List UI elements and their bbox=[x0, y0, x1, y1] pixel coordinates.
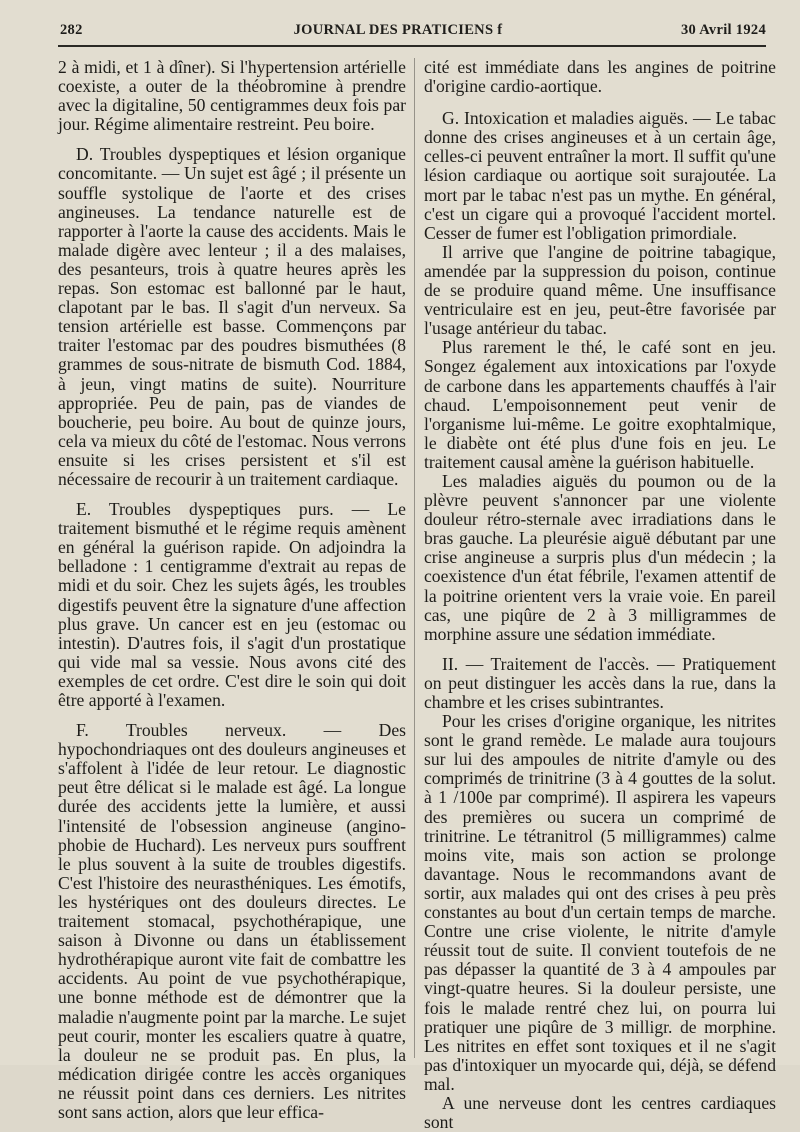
column-divider bbox=[414, 58, 415, 1058]
paragraph: G. Intoxication et maladies aiguës. — Le tabac donne des crises angineuses et à un certain âge, celles-ci peuvent entraîner la mort. Il suffit qu'une lésion cardiaque ou aortique soit surajoutée. La mort par le tabac n'est pas un mythe. En général, c'est un cigare qui a provoqué l'accident mortel. Cesser de fumer est l'obligation primordiale. bbox=[424, 108, 776, 243]
right-column bbox=[424, 58, 776, 1132]
paragraph: Pour les crises d'origine organique, les nitrites sont le grand remède. Le malade aura toujours sur lui des ampoules de nitrite d'amyle ou des comprimés de trinitrine (3 à 4 gouttes de la solut. à 1 /100e par comprimé). Il aspirera les vapeurs des premières ou sucera un comprimé de trinitrine. Le tétranitrol (5 milligrammes) calme moins vite, mais son action se prolonge davantage. Nous le recommandons avant de sortir, aux malades qui ont des crises à peu près constantes au bout d'un certain temps de marche. Contre une crise violente, le nitrite d'amyle réussit tout de suite. Il convient toutefois de ne pas dépasser la quantité de 3 à 4 ampoules par vingt-quatre heures. Si la douleur persiste, une fois le malade rentré chez lui, on pourra lui pratiquer une piqûre de 3 milligr. de morphine. Les nitrites en effet sont toxiques et il ne s'agit pas d'intoxiquer un myocarde qui, déjà, se défend mal. bbox=[424, 711, 776, 1094]
paragraph: A une nerveuse dont les centres cardiaques sont bbox=[424, 1092, 776, 1132]
left-column bbox=[58, 58, 406, 1122]
paragraph: D. Troubles dyspeptiques et lésion organique concomitante. — Un sujet est âgé ; il présente un souffle systolique de l'aorte et des crises angineuses. La tendance naturelle est de rapporter à l'aorte la cause des accidents. Mais le malade digère avec lenteur ; il a des malaises, des pesanteurs, trois à quatre heures après les repas. Son estomac est ballonné par le haut, clapotant par le bas. Il s'agit d'un nerveux. Sa tension artérielle est basse. Commençons par traiter l'estomac par des poudres bismuthées (8 grammes de sous-nitrate de bismuth Cod. 1884, à jeun, vingt matins de suite). Nourriture appropriée. Peu de pain, pas de viandes de boucherie, peu boire. Au bout de quinze jours, cela va mieux du côté de l'estomac. Nous verrons ensuite si les crises persistent et s'il est nécessaire de recourir à un traitement cardiaque. bbox=[58, 144, 406, 489]
running-header bbox=[30, 22, 766, 44]
paragraph: Les maladies aiguës du poumon ou de la plèvre peuvent s'annoncer par une violente douleur rétro-sternale avec irradiations dans le bras gauche. La pleurésie aiguë débutant par une crise angineuse a surpris plus d'un médecin ; la coexistence d'un état fébrile, l'examen attentif de la poitrine orientent vers la vraie voie. En pareil cas, une piqûre de 2 à 3 milligrammes de morphine assure une sédation immédiate. bbox=[424, 470, 776, 644]
paragraph: II. — Traitement de l'accès. — Pratiquement on peut distinguer les accès dans la rue, dans la chambre et les crises subintrantes. bbox=[424, 653, 776, 712]
paragraph: cité est immédiate dans les angines de poitrine d'origine cardio-aortique. bbox=[424, 57, 776, 97]
page-number: 282 bbox=[60, 22, 83, 38]
paragraph: Il arrive que l'angine de poitrine tabagique, amendée par la suppression du poison, continue de se produire quand même. Une insuffisance ventriculaire est en jeu, peut-être favorisée par l'usage antérieur du tabac. bbox=[424, 241, 776, 339]
paragraph: E. Troubles dyspeptiques purs. — Le traitement bismuthé et le régime requis amènent en général la guérison rapide. On adjoindra la belladone : 1 centigramme d'extrait au repas de midi et du soir. Chez les sujets âgés, les troubles digestifs peuvent être la signature d'une affection plus grave. Un cancer est en jeu (estomac ou intestin). D'autres fois, il s'agit d'un prostatique qui vide mal sa vessie. Nous avons cité des exemples de cet ordre. C'est dire le soin qui doit être apporté à l'examen. bbox=[58, 499, 406, 710]
paragraph: 2 à midi, et 1 à dîner). Si l'hypertension artérielle coexiste, a outer de la théobromine à prendre avec la digitaline, 50 centigrammes deux fois par jour. Régime alimentaire restreint. Peu boire. bbox=[58, 57, 406, 135]
journal-title: JOURNAL DES PRATICIENS f bbox=[293, 22, 503, 38]
paragraph: F. Troubles nerveux. — Des hypochondriaques ont des douleurs angineuses et s'affolent à l'idée de leur retour. Le diagnostic peut être délicat si le malade est âgé. La longue durée des accidents jette la lumière, et aussi l'intensité de l'obsession angineuse (angino-phobie de Huchard). Les nerveux purs souffrent le plus souvent à la suite de troubles digestifs. C'est l'histoire des neurasthéniques. Les émotifs, les hystériques ont des douleurs directes. Le traitement stomacal, psychothérapique, une saison à Divonne ou dans un établissement hydrothérapique auront vite fait de combattre les accidents. Au point de vue psychothérapique, une bonne méthode est de démontrer que la maladie n'augmente point par la marche. Le sujet peut courir, monter les escaliers quatre à quatre, la douleur ne se produit pas. En plus, la médication dirigée contre les accès organiques ne réussit point dans ces derniers. Les nitrites sont sans action, alors que leur effica- bbox=[58, 720, 406, 1122]
paragraph: Plus rarement le thé, le café sont en jeu. Songez également aux intoxications par l'oxyde de carbone dans les appartements chauffés à l'air chaud. L'empoisonnement peut venir de l'organisme lui-même. Le goitre exophtalmique, le diabète ont été plus d'une fois en jeu. Le traitement causal amène la guérison habituelle. bbox=[424, 337, 776, 472]
issue-date: 30 Avril 1924 bbox=[681, 22, 766, 38]
header-rule bbox=[58, 45, 766, 47]
